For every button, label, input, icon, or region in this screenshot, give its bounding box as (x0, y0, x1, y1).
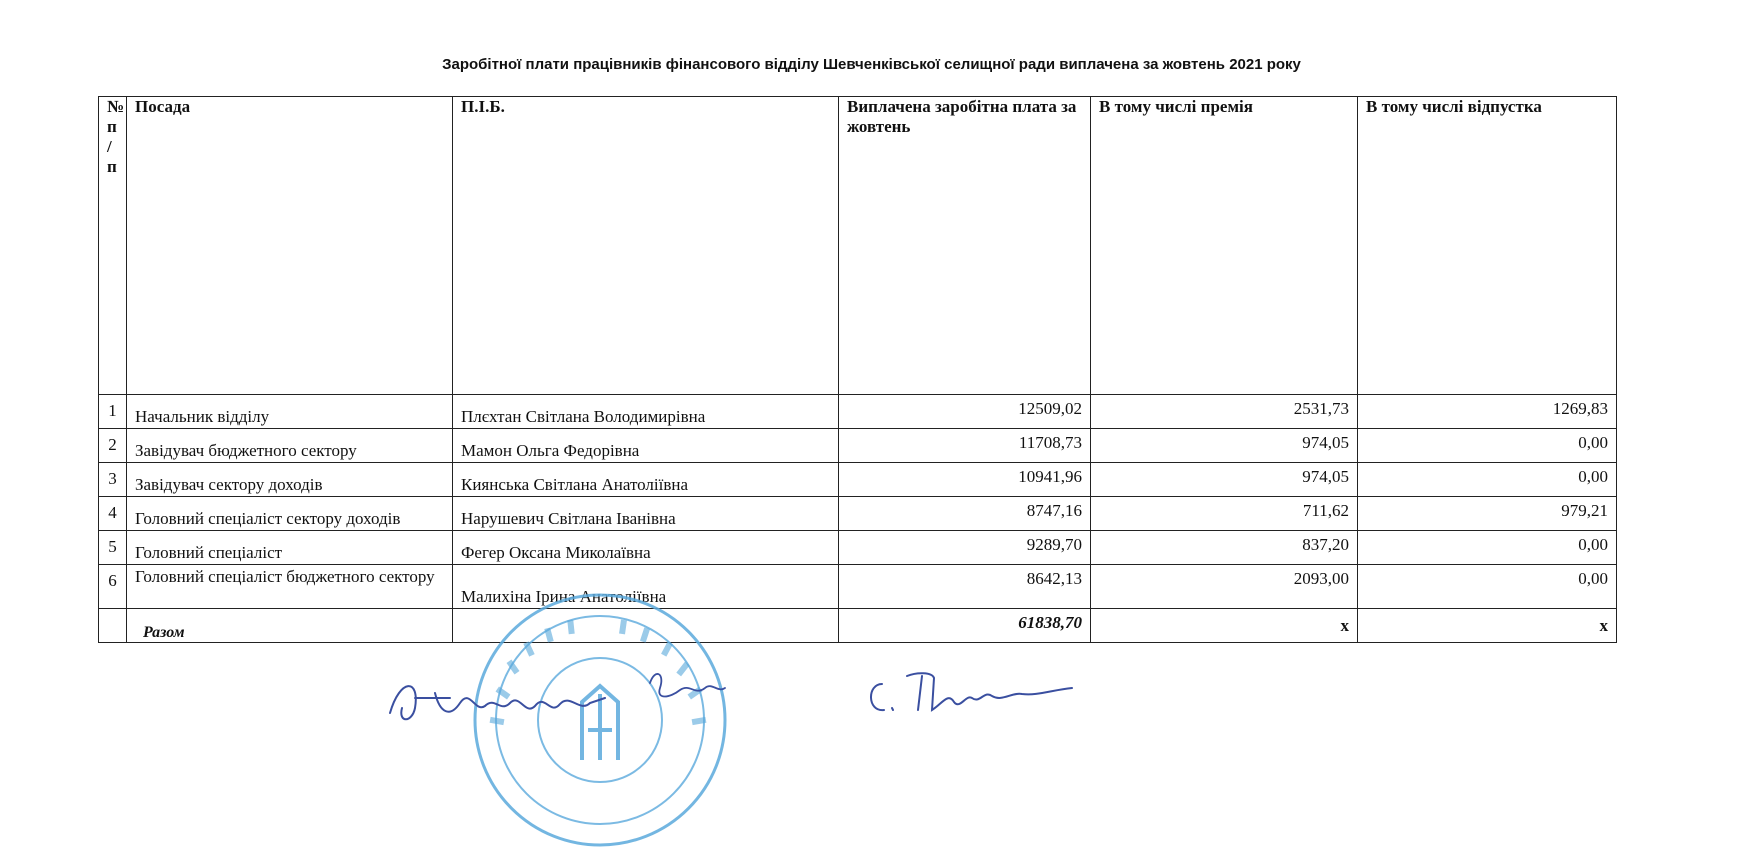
total-paid: 61838,70 (839, 609, 1091, 643)
row-num: 3 (99, 463, 127, 497)
row-num: 5 (99, 531, 127, 565)
signature-handwritten (862, 664, 1102, 724)
row-num: 6 (99, 565, 127, 609)
row-name: Мамон Ольга Федорівна (453, 429, 839, 463)
row-bonus: 974,05 (1091, 429, 1358, 463)
row-vacation: 0,00 (1358, 429, 1617, 463)
row-paid: 9289,70 (839, 531, 1091, 565)
table-row (99, 497, 1617, 531)
row-position: Начальник відділу (127, 395, 453, 429)
table-row (99, 463, 1617, 497)
header-name: П.І.Б. (453, 97, 839, 395)
row-position: Головний спеціаліст бюджетного сектору (127, 565, 453, 609)
table-row (99, 429, 1617, 463)
row-paid: 8747,16 (839, 497, 1091, 531)
row-name: Нарушевич Світлана Іванівна (453, 497, 839, 531)
table-header-row (99, 97, 1617, 395)
document-title: Заробітної плати працівників фінансового відділу Шевченківської селищної ради виплачена за жовтень 2021 року (442, 56, 1301, 73)
total-label: Разом (127, 609, 453, 643)
row-bonus: 2093,00 (1091, 565, 1358, 609)
row-position: Головний спеціаліст (127, 531, 453, 565)
row-name: Киянська Світлана Анатоліївна (453, 463, 839, 497)
row-vacation: 979,21 (1358, 497, 1617, 531)
row-num: 4 (99, 497, 127, 531)
header-vacation: В тому числі відпустка (1358, 97, 1617, 395)
row-position: Завідувач сектору доходів (127, 463, 453, 497)
header-paid: Виплачена заробітна плата за жовтень (839, 97, 1091, 395)
total-row (99, 609, 1617, 643)
row-bonus: 974,05 (1091, 463, 1358, 497)
row-vacation: 0,00 (1358, 531, 1617, 565)
table-row (99, 395, 1617, 429)
row-paid: 8642,13 (839, 565, 1091, 609)
header-position: Посада (127, 97, 453, 395)
row-name: Малихіна Ірина Анатоліївна (453, 565, 839, 609)
row-paid: 12509,02 (839, 395, 1091, 429)
header-bonus: В тому числі премія (1091, 97, 1358, 395)
row-bonus: 2531,73 (1091, 395, 1358, 429)
salary-table (98, 96, 1617, 643)
row-vacation: 0,00 (1358, 463, 1617, 497)
row-name: Плєхтан Світлана Володимирівна (453, 395, 839, 429)
row-position: Завідувач бюджетного сектору (127, 429, 453, 463)
header-num: № п / п (99, 97, 127, 395)
table-row (99, 531, 1617, 565)
row-paid: 10941,96 (839, 463, 1091, 497)
row-bonus: 711,62 (1091, 497, 1358, 531)
row-num: 1 (99, 395, 127, 429)
total-bonus: x (1091, 609, 1358, 643)
total-vacation: x (1358, 609, 1617, 643)
row-position: Головний спеціаліст сектору доходів (127, 497, 453, 531)
row-bonus: 837,20 (1091, 531, 1358, 565)
row-vacation: 1269,83 (1358, 395, 1617, 429)
table-row (99, 565, 1617, 609)
signature-label-handwritten (380, 668, 800, 738)
row-name: Фегер Оксана Миколаївна (453, 531, 839, 565)
row-paid: 11708,73 (839, 429, 1091, 463)
row-vacation: 0,00 (1358, 565, 1617, 609)
total-num-cell (99, 609, 127, 643)
row-num: 2 (99, 429, 127, 463)
